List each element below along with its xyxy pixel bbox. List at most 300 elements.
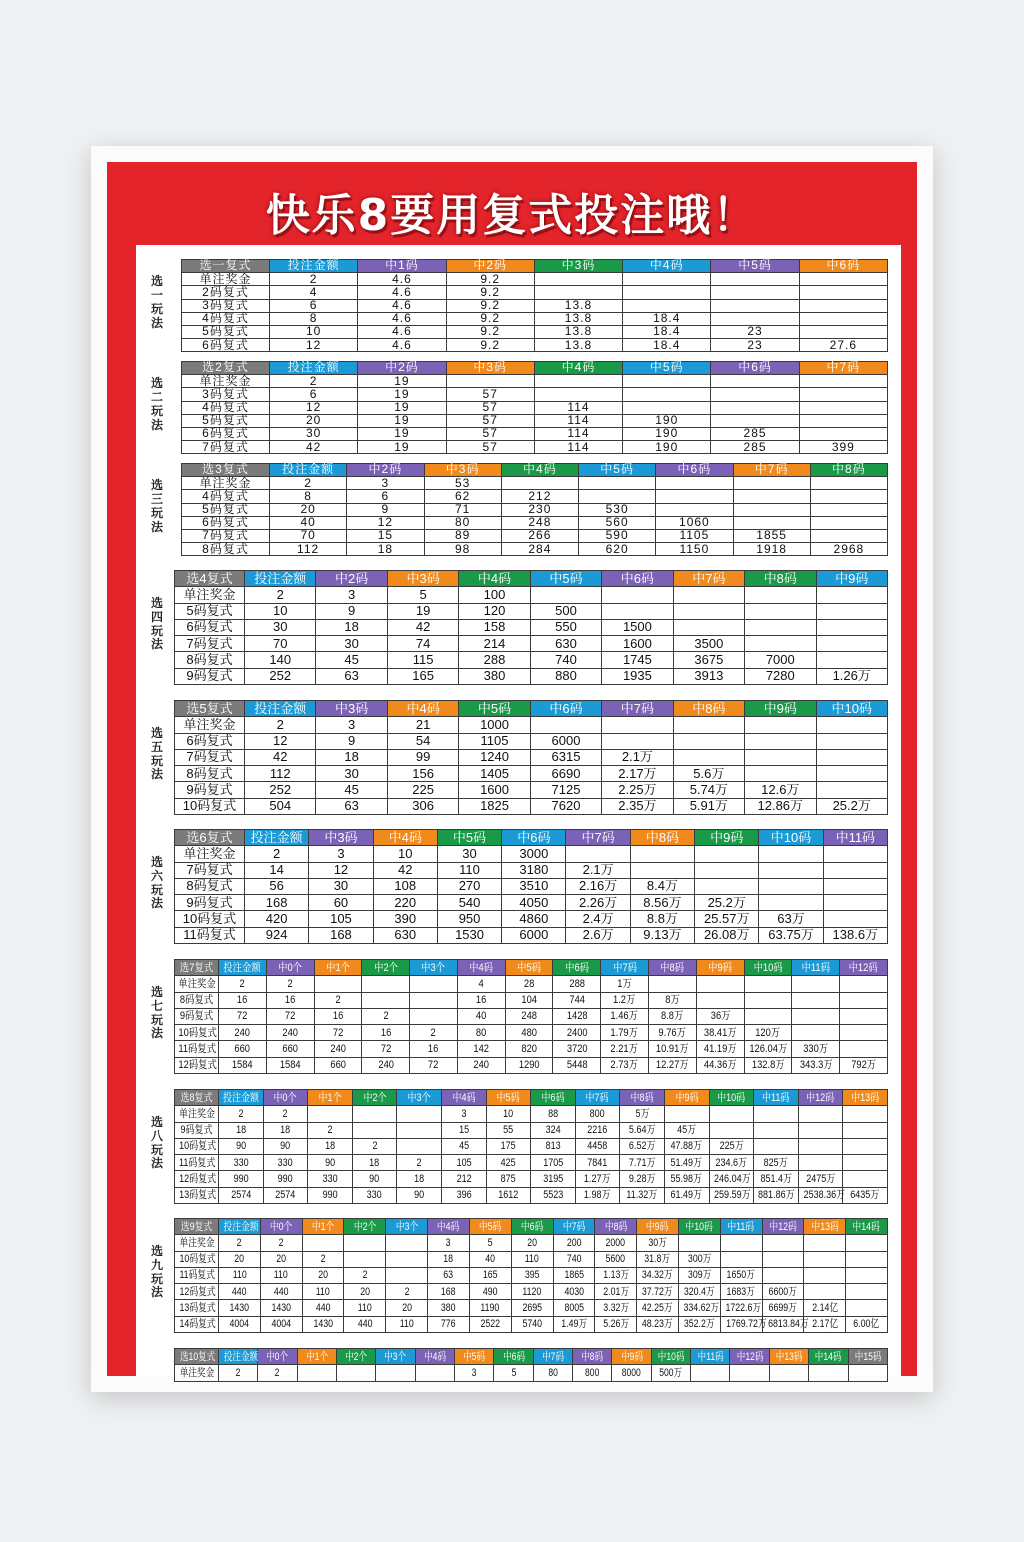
table-cell: 2.16万 <box>566 878 630 894</box>
table-cell <box>823 895 887 911</box>
column-header: 中6码 <box>494 1349 533 1365</box>
column-header: 中13码 <box>843 1090 888 1106</box>
table-cell: 2400 <box>553 1025 601 1041</box>
table-row <box>182 427 888 440</box>
table-cell <box>720 1251 762 1267</box>
table-row <box>175 766 888 782</box>
table-cell: 2 <box>245 587 316 603</box>
table-row <box>175 1155 888 1171</box>
table-cell <box>823 878 887 894</box>
table-cell: 72 <box>219 1008 267 1024</box>
table-cell: 57 <box>446 427 534 440</box>
table-cell: 142 <box>457 1041 505 1057</box>
column-header: 中3个 <box>410 960 458 976</box>
table-row <box>182 299 888 312</box>
table-row <box>175 668 888 684</box>
column-header: 中13码 <box>804 1219 846 1235</box>
column-header: 投注金额 <box>270 260 358 273</box>
table-cell: 25.2万 <box>816 798 887 814</box>
table-cell: 6435万 <box>843 1187 888 1203</box>
table-cell: 112 <box>245 766 316 782</box>
table-cell: 4.6 <box>358 299 446 312</box>
table-row <box>175 717 888 733</box>
row-label: 6码复式 <box>182 339 270 352</box>
column-header: 中10码 <box>759 830 823 846</box>
column-header: 选6复式 <box>175 830 245 846</box>
table-cell: 396 <box>441 1187 486 1203</box>
table-cell: 3 <box>316 717 387 733</box>
column-header: 中3码 <box>309 830 373 846</box>
table-cell: 284 <box>501 543 578 556</box>
table-cell: 98 <box>424 543 501 556</box>
row-label: 9码复式 <box>175 668 245 684</box>
table-cell: 165 <box>469 1267 511 1283</box>
column-header: 中5码 <box>623 362 711 375</box>
column-header: 中7码 <box>601 960 649 976</box>
table-cell: 550 <box>530 619 601 635</box>
table-cell: 20 <box>344 1284 386 1300</box>
table-row <box>175 1025 888 1041</box>
column-header: 选7复式 <box>175 960 219 976</box>
table-cell: 2.26万 <box>566 895 630 911</box>
table-cell: 5740 <box>511 1316 553 1332</box>
column-header: 中9码 <box>664 1090 709 1106</box>
table-cell <box>762 1251 804 1267</box>
table-row <box>175 733 888 749</box>
table-cell <box>691 1365 730 1381</box>
column-header: 中4码 <box>387 701 458 717</box>
table-cell: 110 <box>344 1300 386 1316</box>
column-header: 中1个 <box>314 960 362 976</box>
table-cell: 51.49万 <box>664 1155 709 1171</box>
column-header: 投注金额 <box>219 960 267 976</box>
table-cell: 2 <box>263 1106 308 1122</box>
table-cell: 45 <box>316 782 387 798</box>
column-header: 中1个 <box>302 1219 344 1235</box>
table-cell: 2 <box>260 1235 302 1251</box>
table-cell: 1430 <box>302 1316 344 1332</box>
table-row <box>182 273 888 286</box>
table-cell: 11.32万 <box>620 1187 665 1203</box>
row-label: 4码复式 <box>182 490 270 503</box>
column-header: 中12码 <box>762 1219 804 1235</box>
section-label: 选六玩法 <box>150 855 163 911</box>
table-cell <box>410 976 458 992</box>
table-cell: 1.79万 <box>601 1025 649 1041</box>
table-cell: 288 <box>459 652 530 668</box>
table-cell: 3 <box>347 477 424 490</box>
table-cell: 42.25万 <box>637 1300 679 1316</box>
table-cell: 41.19万 <box>696 1041 744 1057</box>
table-cell: 18 <box>316 619 387 635</box>
section-label: 选一玩法 <box>150 274 163 330</box>
table-cell <box>673 603 744 619</box>
column-header: 中6码 <box>553 960 601 976</box>
table-cell: 320.4万 <box>678 1284 720 1300</box>
table-cell: 240 <box>362 1057 410 1073</box>
table-cell: 168 <box>309 927 373 943</box>
table-cell: 800 <box>575 1106 620 1122</box>
table-cell: 225万 <box>709 1138 754 1154</box>
column-header: 中11码 <box>691 1349 730 1365</box>
table-row <box>175 652 888 668</box>
table-cell: 1000 <box>459 717 530 733</box>
row-label: 10码复式 <box>175 1251 219 1267</box>
prize-table <box>174 700 888 815</box>
table-row <box>175 1057 888 1073</box>
column-header: 中7码 <box>602 701 673 717</box>
table-cell: 330 <box>308 1171 353 1187</box>
column-header: 投注金额 <box>245 571 316 587</box>
row-label: 单注奖金 <box>175 717 245 733</box>
table-cell <box>816 636 887 652</box>
table-cell: 90 <box>397 1187 442 1203</box>
row-label: 4码复式 <box>182 312 270 325</box>
table-cell: 63万 <box>759 911 823 927</box>
column-header: 中0个 <box>258 1349 297 1365</box>
table-cell: 9.2 <box>446 325 534 338</box>
table-cell: 4458 <box>575 1138 620 1154</box>
table-cell <box>759 862 823 878</box>
table-cell <box>816 603 887 619</box>
table-cell: 2 <box>270 375 358 388</box>
table-cell: 99 <box>387 749 458 765</box>
table-row <box>175 1041 888 1057</box>
table-cell: 4004 <box>260 1316 302 1332</box>
table-row <box>182 388 888 401</box>
column-header: 中3码 <box>534 260 622 273</box>
table-cell: 560 <box>579 516 656 529</box>
table-cell: 792万 <box>840 1057 888 1073</box>
column-header: 中1码 <box>358 260 446 273</box>
table-cell <box>816 749 887 765</box>
table-cell: 110 <box>219 1267 261 1283</box>
table-cell: 1500 <box>602 619 673 635</box>
table-cell: 88 <box>531 1106 576 1122</box>
prize-table <box>174 570 888 685</box>
column-header: 中6码 <box>602 571 673 587</box>
table-cell: 3720 <box>553 1041 601 1057</box>
table-cell: 72 <box>410 1057 458 1073</box>
table-cell: 27.6 <box>799 339 887 352</box>
table-cell: 425 <box>486 1155 531 1171</box>
table-cell <box>804 1235 846 1251</box>
table-cell: 660 <box>314 1057 362 1073</box>
column-header: 中8码 <box>745 571 816 587</box>
table-cell <box>602 603 673 619</box>
row-label: 9码复式 <box>175 1122 219 1138</box>
table-cell: 8005 <box>553 1300 595 1316</box>
column-header: 中10码 <box>651 1349 690 1365</box>
row-label: 10码复式 <box>175 798 245 814</box>
column-header: 中6码 <box>531 1090 576 1106</box>
table-cell: 12 <box>270 339 358 352</box>
table-cell: 881.86万 <box>754 1187 799 1203</box>
table-cell: 20 <box>270 414 358 427</box>
table-cell <box>840 1025 888 1041</box>
table-cell: 114 <box>534 401 622 414</box>
table-cell <box>397 1106 442 1122</box>
table-cell <box>846 1235 888 1251</box>
row-label: 6码复式 <box>175 619 245 635</box>
table-cell <box>816 652 887 668</box>
table-cell <box>709 1122 754 1138</box>
table-cell: 8000 <box>612 1365 651 1381</box>
table-cell: 10 <box>270 325 358 338</box>
prize-table <box>181 259 888 352</box>
table-cell: 18 <box>263 1122 308 1138</box>
table-cell <box>649 976 697 992</box>
table-cell: 1705 <box>531 1155 576 1171</box>
row-label: 9码复式 <box>175 895 245 911</box>
table-row <box>175 927 888 943</box>
table-cell: 165 <box>387 668 458 684</box>
column-header: 中12码 <box>840 960 888 976</box>
table-cell: 114 <box>534 414 622 427</box>
table-cell <box>823 846 887 862</box>
column-header: 中15码 <box>848 1349 887 1365</box>
column-header: 中10码 <box>678 1219 720 1235</box>
row-label: 9码复式 <box>175 782 245 798</box>
table-cell: 13.8 <box>534 299 622 312</box>
table-cell: 660 <box>219 1041 267 1057</box>
table-cell: 740 <box>553 1251 595 1267</box>
row-label: 8码复式 <box>175 992 219 1008</box>
table-cell <box>843 1122 888 1138</box>
section-7 <box>136 959 901 1073</box>
table-cell: 2 <box>266 976 314 992</box>
column-header: 中3码 <box>387 571 458 587</box>
table-cell: 5.6万 <box>673 766 744 782</box>
column-header: 中10码 <box>709 1090 754 1106</box>
table-cell <box>623 375 711 388</box>
table-cell: 1683万 <box>720 1284 762 1300</box>
section-2 <box>136 361 901 453</box>
column-header: 中4码 <box>459 571 530 587</box>
table-cell: 2 <box>270 477 347 490</box>
column-header: 选8复式 <box>175 1090 219 1106</box>
table-cell: 18 <box>316 749 387 765</box>
table-cell: 5 <box>387 587 458 603</box>
row-label: 4码复式 <box>182 401 270 414</box>
table-cell: 48.23万 <box>637 1316 679 1332</box>
table-cell <box>720 1235 762 1251</box>
table-row <box>175 1171 888 1187</box>
column-header: 中11码 <box>823 830 887 846</box>
table-cell: 440 <box>260 1284 302 1300</box>
table-cell: 820 <box>505 1041 553 1057</box>
table-cell: 9.2 <box>446 339 534 352</box>
table-cell: 2968 <box>810 543 887 556</box>
table-cell: 12 <box>309 862 373 878</box>
table-cell <box>846 1284 888 1300</box>
column-header: 中4码 <box>501 464 578 477</box>
table-cell: 8.8万 <box>649 1008 697 1024</box>
table-cell: 190 <box>623 427 711 440</box>
table-cell <box>630 862 694 878</box>
row-label: 8码复式 <box>182 543 270 556</box>
table-cell: 2522 <box>469 1316 511 1332</box>
column-header: 中11码 <box>754 1090 799 1106</box>
table-cell: 1530 <box>437 927 501 943</box>
table-cell: 2 <box>352 1138 397 1154</box>
table-cell: 19 <box>358 388 446 401</box>
table-cell <box>798 1106 843 1122</box>
table-cell <box>843 1155 888 1171</box>
table-cell <box>623 388 711 401</box>
table-cell: 440 <box>219 1284 261 1300</box>
table-cell <box>823 911 887 927</box>
table-cell: 1290 <box>505 1057 553 1073</box>
column-header: 中7码 <box>566 830 630 846</box>
table-header-row <box>175 1090 888 1106</box>
row-label: 单注奖金 <box>182 273 270 286</box>
table-cell <box>799 325 887 338</box>
column-header: 中6码 <box>711 362 799 375</box>
table-cell <box>799 299 887 312</box>
table-row <box>175 862 888 878</box>
table-row <box>175 1300 888 1316</box>
table-cell: 2.73万 <box>601 1057 649 1073</box>
table-cell: 71 <box>424 503 501 516</box>
table-cell: 875 <box>486 1171 531 1187</box>
table-cell: 214 <box>459 636 530 652</box>
row-label: 7码复式 <box>175 636 245 652</box>
table-cell: 2574 <box>263 1187 308 1203</box>
table-cell: 740 <box>530 652 601 668</box>
table-row <box>182 441 888 454</box>
table-cell: 1.2万 <box>601 992 649 1008</box>
table-cell: 18 <box>308 1138 353 1154</box>
table-cell: 1855 <box>733 529 810 542</box>
table-cell: 19 <box>358 441 446 454</box>
column-header: 中2码 <box>316 571 387 587</box>
table-cell: 190 <box>623 441 711 454</box>
row-label: 8码复式 <box>175 766 245 782</box>
table-cell <box>846 1251 888 1267</box>
table-cell: 3500 <box>673 636 744 652</box>
table-row <box>182 286 888 299</box>
table-cell: 2 <box>362 1008 410 1024</box>
tables-panel <box>136 245 901 1379</box>
table-cell: 2574 <box>219 1187 264 1203</box>
table-cell: 248 <box>501 516 578 529</box>
table-header-row <box>175 1219 888 1235</box>
table-cell <box>754 1138 799 1154</box>
table-cell <box>673 733 744 749</box>
table-cell <box>840 976 888 992</box>
row-label: 14码复式 <box>175 1316 219 1332</box>
table-cell: 110 <box>302 1284 344 1300</box>
table-cell: 18.4 <box>623 312 711 325</box>
table-cell <box>799 388 887 401</box>
table-cell: 21 <box>387 717 458 733</box>
table-cell: 1865 <box>553 1267 595 1283</box>
column-header: 选3复式 <box>182 464 270 477</box>
row-label: 9码复式 <box>175 1008 219 1024</box>
table-cell: 343.3万 <box>792 1057 840 1073</box>
table-cell: 300万 <box>678 1251 720 1267</box>
table-cell <box>733 490 810 503</box>
table-cell: 30 <box>309 878 373 894</box>
table-cell: 20 <box>386 1300 428 1316</box>
table-cell: 1584 <box>219 1057 267 1073</box>
table-cell <box>823 862 887 878</box>
table-cell <box>744 992 792 1008</box>
table-cell <box>297 1365 336 1381</box>
table-cell: 395 <box>511 1267 553 1283</box>
table-cell: 12.86万 <box>745 798 816 814</box>
table-cell: 56 <box>245 878 309 894</box>
table-cell: 20 <box>219 1251 261 1267</box>
section-label: 选九玩法 <box>150 1244 163 1300</box>
table-cell <box>579 477 656 490</box>
table-cell <box>759 895 823 911</box>
row-label: 单注奖金 <box>182 375 270 388</box>
table-cell <box>695 846 759 862</box>
table-cell: 924 <box>245 927 309 943</box>
section-6 <box>136 829 901 943</box>
table-row <box>182 543 888 556</box>
column-header: 中14码 <box>846 1219 888 1235</box>
table-cell: 26.08万 <box>695 927 759 943</box>
table-cell: 259.59万 <box>709 1187 754 1203</box>
table-cell <box>673 587 744 603</box>
table-cell <box>754 1122 799 1138</box>
table-cell: 6 <box>270 388 358 401</box>
table-cell <box>733 503 810 516</box>
row-label: 单注奖金 <box>175 1235 219 1251</box>
table-cell <box>344 1251 386 1267</box>
table-cell <box>362 992 410 1008</box>
table-cell: 9 <box>347 503 424 516</box>
table-row <box>175 619 888 635</box>
row-label: 5码复式 <box>182 325 270 338</box>
table-cell: 1600 <box>602 636 673 652</box>
table-cell: 31.8万 <box>637 1251 679 1267</box>
section-9 <box>136 1218 901 1332</box>
table-cell: 220 <box>373 895 437 911</box>
table-cell <box>711 299 799 312</box>
table-cell <box>804 1251 846 1267</box>
table-row <box>182 401 888 414</box>
table-cell: 9.2 <box>446 312 534 325</box>
table-cell: 15 <box>441 1122 486 1138</box>
table-cell: 16 <box>410 1041 458 1057</box>
table-cell <box>362 976 410 992</box>
table-cell: 10 <box>486 1106 531 1122</box>
table-cell: 246.04万 <box>709 1171 754 1187</box>
table-cell: 63.75万 <box>759 927 823 943</box>
table-row <box>175 1122 888 1138</box>
table-cell: 12.27万 <box>649 1057 697 1073</box>
column-header: 中8码 <box>620 1090 665 1106</box>
table-cell: 16 <box>457 992 505 1008</box>
table-row <box>182 312 888 325</box>
table-cell: 6.52万 <box>620 1138 665 1154</box>
table-cell <box>656 490 733 503</box>
column-header: 选4复式 <box>175 571 245 587</box>
table-cell: 5万 <box>620 1106 665 1122</box>
table-cell <box>656 477 733 490</box>
table-cell: 2.01万 <box>595 1284 637 1300</box>
column-header: 中7码 <box>733 464 810 477</box>
table-cell: 115 <box>387 652 458 668</box>
table-cell: 390 <box>373 911 437 927</box>
table-cell: 15 <box>347 529 424 542</box>
table-cell <box>308 1106 353 1122</box>
table-cell: 212 <box>441 1171 486 1187</box>
